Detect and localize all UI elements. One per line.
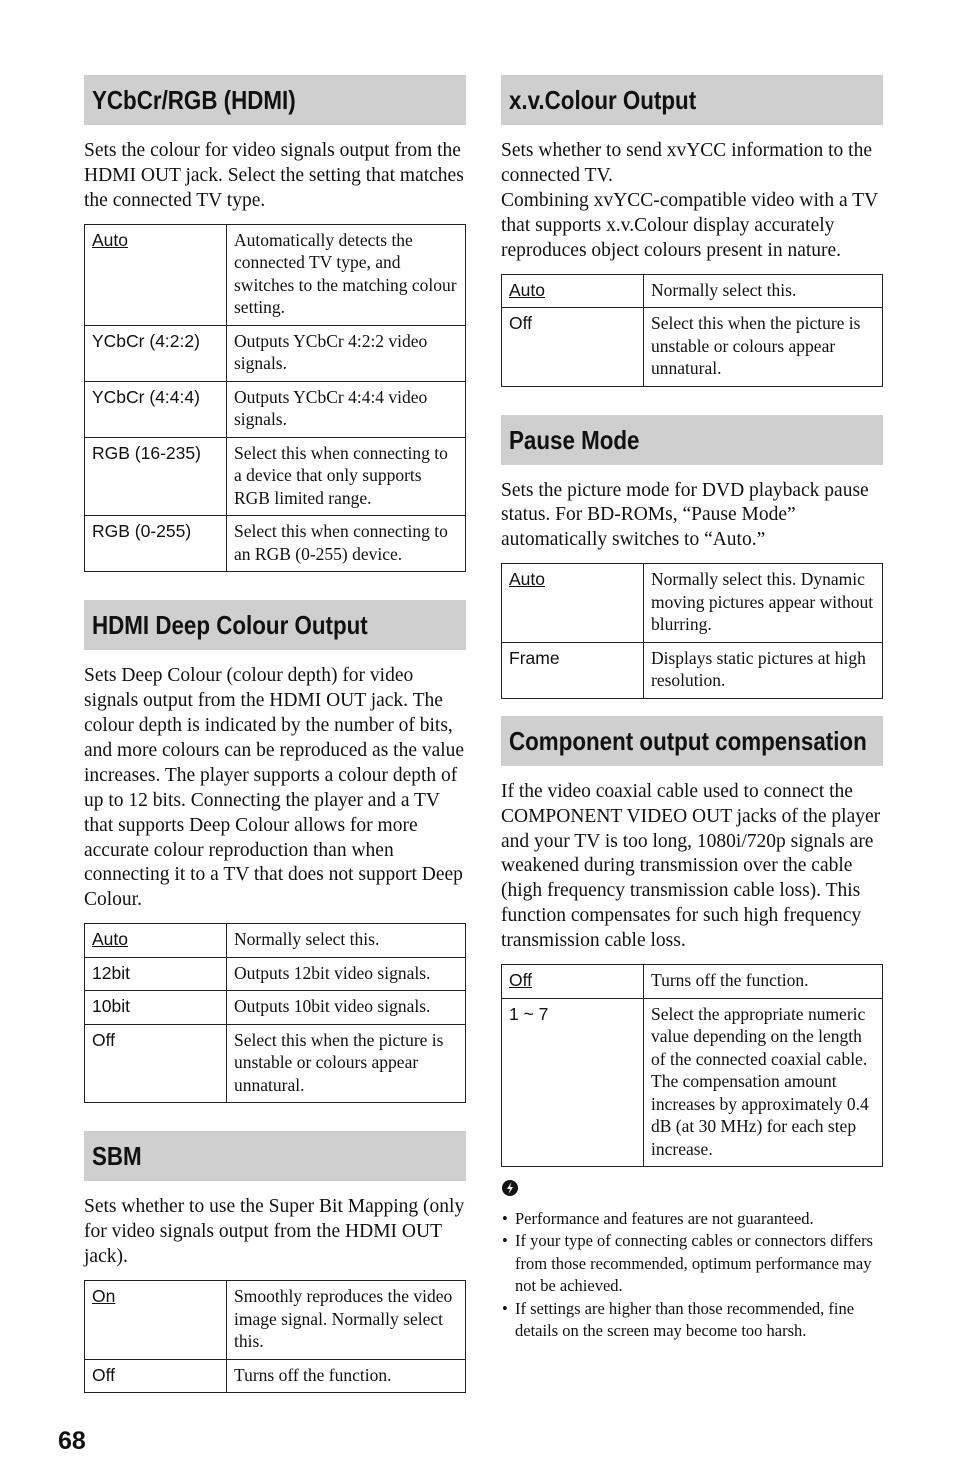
option-key: Off [85, 1359, 227, 1393]
table-row [85, 516, 466, 572]
option-value-2: The compensation amount increases by approximately 0.4 dB (at 30 MHz) for each step increase. [651, 1071, 869, 1159]
options-table-pause-mode [501, 563, 883, 699]
table-row [502, 965, 883, 999]
option-key: On [92, 1286, 116, 1306]
option-key: YCbCr (4:4:4) [85, 381, 227, 437]
table-row [85, 1024, 466, 1103]
option-key: RGB (16-235) [85, 437, 227, 516]
table-row [85, 991, 466, 1025]
option-value: Smoothly reproduces the video image signal. Normally select this. [227, 1281, 466, 1360]
options-table-hdmi-deep-colour [84, 923, 466, 1103]
options-table-ycbcr-rgb [84, 224, 466, 573]
option-value: Turns off the function. [227, 1359, 466, 1393]
list-item: • If your type of connecting cables or connectors differs from those recommended, optimum performance may not be achieved. [515, 1230, 883, 1298]
section-title: HDMI Deep Colour Output [92, 610, 368, 641]
left-column [84, 75, 466, 1393]
section-header-ycbcr-rgb [84, 75, 466, 125]
option-value: Normally select this. Dynamic moving pictures appear without blurring. [644, 564, 883, 643]
table-row [85, 924, 466, 958]
section-header-component-output [501, 716, 883, 766]
table-row [85, 325, 466, 381]
section-description: Sets whether to use the Super Bit Mapping (only for video signals output from the HDMI OUT jack). [84, 1196, 465, 1268]
table-row [502, 308, 883, 387]
section-description: If the video coaxial cable used to connect the COMPONENT VIDEO OUT jacks of the player and your TV is too long, 1080i/720p signals are weakened during transmission over the cable (high frequency transmission cable loss). This function compensates for such high frequency transmission cable loss. [501, 780, 881, 952]
option-value: Select this when connecting to an RGB (0-255) device. [227, 516, 466, 572]
section-description-2: Combining xvYCC-compatible video with a TV that supports x.v.Colour display accurately reproduces object colours present in nature. [501, 189, 878, 261]
table-row [85, 224, 466, 325]
option-value: Normally select this. [227, 924, 466, 958]
option-key: Off [85, 1024, 227, 1103]
option-value: Outputs YCbCr 4:4:4 video signals. [227, 381, 466, 437]
option-key: Auto [92, 929, 128, 950]
option-value: Outputs 12bit video signals. [227, 957, 466, 991]
list-item: • If settings are higher than those recommended, fine details on the screen may become too harsh. [515, 1298, 883, 1343]
table-row [85, 1281, 466, 1360]
option-value: Displays static pictures at high resolution. [644, 642, 883, 698]
option-key: YCbCr (4:2:2) [85, 325, 227, 381]
table-row [502, 274, 883, 308]
section-title: Pause Mode [509, 424, 640, 455]
table-row [502, 642, 883, 698]
section-header-hdmi-deep-colour [84, 600, 466, 650]
table-row [85, 1359, 466, 1393]
section-title: YCbCr/RGB (HDMI) [92, 85, 296, 115]
page-number: 68 [58, 1427, 86, 1455]
section-header-pause-mode [501, 415, 883, 465]
option-value: Select the appropriate numeric value depending on the length of the connected coaxial cable. [651, 1003, 868, 1069]
table-row [85, 437, 466, 516]
option-key: RGB (0-255) [85, 516, 227, 572]
section-title: Component output compensation [509, 725, 867, 756]
section-title: SBM [92, 1141, 142, 1172]
option-key: 12bit [85, 957, 227, 991]
table-row [502, 998, 883, 1167]
option-key: Auto [509, 569, 545, 590]
table-row [85, 957, 466, 991]
section-description: Sets the colour for video signals output from the HDMI OUT jack. Select the setting that matches the connected TV type. [84, 140, 464, 211]
option-value: Normally select this. [644, 274, 883, 308]
option-value: Select this when the picture is unstable or colours appear unnatural. [227, 1024, 466, 1103]
option-key: 10bit [85, 991, 227, 1025]
option-key: Off [502, 308, 644, 387]
notes-block [501, 1179, 883, 1343]
section-description: Sets the picture mode for DVD playback pause status. For BD-ROMs, “Pause Mode” automatically switches to “Auto.” [501, 479, 869, 551]
option-value: Automatically detects the connected TV type, and switches to the matching colour setting. [227, 224, 466, 325]
notes-list [501, 1208, 883, 1343]
right-column [501, 75, 883, 1343]
table-row [502, 564, 883, 643]
note-icon [501, 1179, 519, 1197]
option-value: Outputs YCbCr 4:2:2 video signals. [227, 325, 466, 381]
option-value: Select this when connecting to a device that only supports RGB limited range. [227, 437, 466, 516]
options-table-component-output [501, 964, 883, 1167]
table-row [85, 381, 466, 437]
option-value: Outputs 10bit video signals. [227, 991, 466, 1025]
list-item: • Performance and features are not guaranteed. [515, 1208, 883, 1231]
option-key: Frame [502, 642, 644, 698]
option-value: Turns off the function. [644, 965, 883, 999]
section-title: x.v.Colour Output [509, 85, 697, 115]
options-table-sbm [84, 1280, 466, 1393]
option-key: Off [509, 970, 533, 991]
option-key: 1 ~ 7 [502, 998, 644, 1167]
section-description: Sets whether to send xvYCC information to the connected TV. [501, 140, 872, 186]
section-description: Sets Deep Colour (colour depth) for video signals output from the HDMI OUT jack. The colour depth is indicated by the number of bits, and more colours can be reproduced as the value increases. The player supports a colour depth of up to 12 bits. Connecting the player and a TV that supports Deep Colour allows for more accurate colour reproduction than when connecting it to a TV that does not support Deep Colour. [84, 665, 465, 911]
option-key: Auto [92, 229, 128, 250]
options-table-xv-colour [501, 274, 883, 387]
section-header-sbm [84, 1131, 466, 1181]
section-header-xv-colour [501, 75, 883, 125]
option-value: Select this when the picture is unstable or colours appear unnatural. [644, 308, 883, 387]
option-key: Auto [509, 279, 545, 300]
